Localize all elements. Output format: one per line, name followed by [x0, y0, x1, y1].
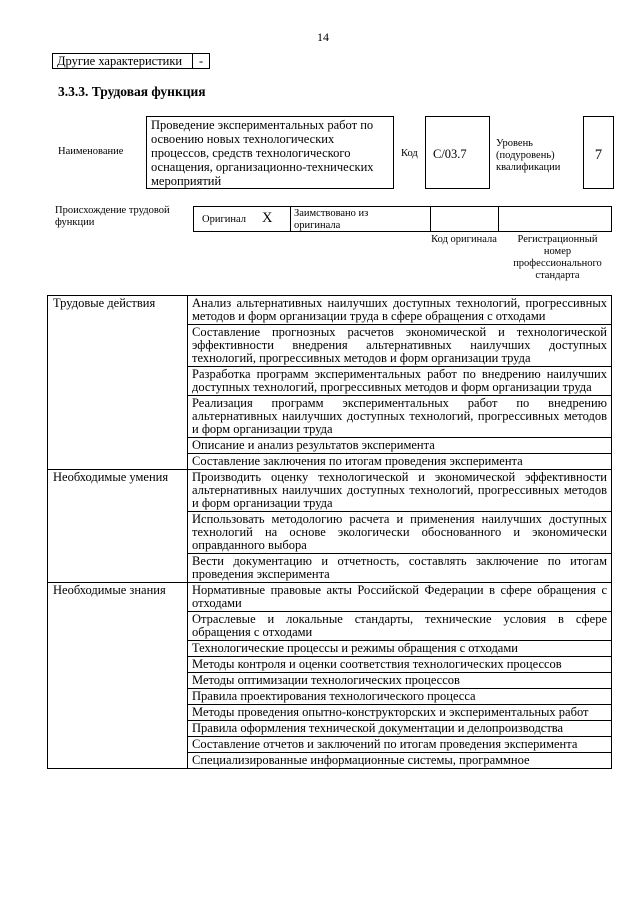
section-item: Разработка программ экспериментальных работ по внедрению наилучших доступных технологий, прогрессивных методов и форм организации труда — [188, 367, 612, 396]
section-item: Методы оптимизации технологических процессов — [188, 673, 612, 689]
other-characteristics-label: Другие характеристики — [53, 54, 193, 68]
table-row — [48, 583, 612, 612]
section-label: Необходимые знания — [48, 583, 188, 769]
divider — [290, 207, 291, 231]
other-characteristics-row — [52, 53, 210, 69]
other-characteristics-value: - — [199, 54, 204, 68]
labor-function-table — [47, 295, 612, 769]
divider — [430, 207, 431, 231]
code-value: С/03.7 — [425, 116, 490, 189]
level-value: 7 — [583, 116, 614, 189]
code-label: Код — [401, 148, 418, 159]
page-number: 14 — [317, 30, 329, 44]
section-item: Вести документацию и отчетность, составлять заключение по итогам проведения эксперимента — [188, 554, 612, 583]
level-label: Уровень (подуровень) квалификации — [496, 138, 561, 173]
section-item: Использовать методологию расчета и применения наилучших доступных технологий на основе экологически обоснованного и экономически оправданного выбора — [188, 512, 612, 554]
origin-table — [193, 206, 612, 232]
section-label: Необходимые умения — [48, 470, 188, 583]
function-name-value: Проведение экспериментальных работ по освоению новых технологических процессов, средств технологического оснащения, организационно-технических мероприятий — [146, 116, 394, 189]
section-item: Технологические процессы и режимы обращения с отходами — [188, 641, 612, 657]
section-item: Правила проектирования технологического процесса — [188, 689, 612, 705]
section-label: Трудовые действия — [48, 296, 188, 470]
section-item: Методы контроля и оценки соответствия технологических процессов — [188, 657, 612, 673]
reg-number-label: Регистрационный номер профессионального стандарта — [513, 234, 602, 281]
section-item: Составление заключения по итогам проведения эксперимента — [188, 454, 612, 470]
section-item: Специализированные информационные системы, программное — [188, 753, 612, 769]
divider — [498, 207, 499, 231]
original-label: Оригинал — [202, 214, 246, 225]
table-row — [48, 470, 612, 512]
section-item: Анализ альтернативных наилучших доступных технологий, прогрессивных методов и форм организации труда в сфере обращения с отходами — [188, 296, 612, 325]
section-item: Отраслевые и локальные стандарты, технические условия в сфере обращения с отходами — [188, 612, 612, 641]
origin-label: Происхождение трудовой функции — [55, 205, 170, 228]
section-item: Описание и анализ результатов эксперимента — [188, 438, 612, 454]
section-item: Реализация программ экспериментальных работ по внедрению альтернативных наилучших доступных технологий, прогрессивных методов и форм организации труда — [188, 396, 612, 438]
section-item: Методы проведения опытно-конструкторских и экспериментальных работ — [188, 705, 612, 721]
section-item: Составление отчетов и заключений по итогам проведения эксперимента — [188, 737, 612, 753]
borrowed-label: Заимствовано из оригинала — [294, 208, 369, 231]
code-original-label: Код оригинала — [431, 234, 497, 245]
section-item: Правила оформления технической документации и делопроизводства — [188, 721, 612, 737]
table-row — [48, 296, 612, 325]
section-item: Составление прогнозных расчетов экономической и технологической эффективности внедрения альтернативных наилучших доступных технологий, прогрессивных методов и форм организации труда — [188, 325, 612, 367]
section-title: 3.3.3. Трудовая функция — [58, 84, 206, 99]
original-mark: X — [262, 210, 273, 226]
section-item: Производить оценку технологической и экономической эффективности альтернативных наилучших доступных технологий, прогрессивных методов и форм организации труда — [188, 470, 612, 512]
section-item: Нормативные правовые акты Российской Федерации в сфере обращения с отходами — [188, 583, 612, 612]
name-label: Наименование — [58, 146, 124, 157]
